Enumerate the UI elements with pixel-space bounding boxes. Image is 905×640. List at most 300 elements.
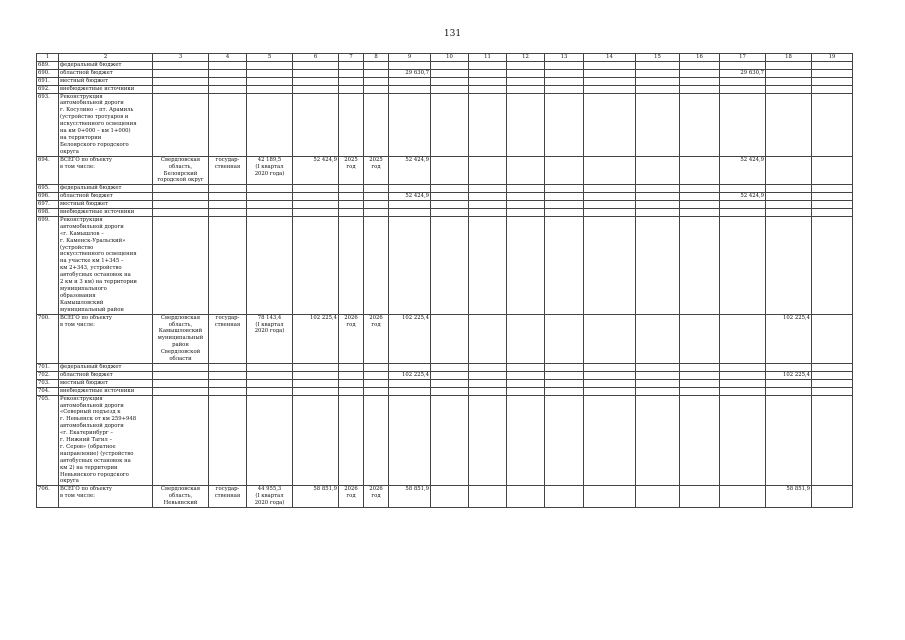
table-cell [389, 209, 431, 217]
table-cell [636, 209, 680, 217]
table-cell: 52 424,9 [720, 193, 766, 201]
table-cell [431, 379, 469, 387]
table-row [37, 379, 853, 387]
table-cell [636, 379, 680, 387]
table-cell [339, 363, 364, 371]
table-cell: Свердловская область, Камышловский муниципальный район Свердловской области [153, 314, 209, 363]
table-cell [293, 61, 339, 69]
table-cell [507, 156, 545, 185]
table-cell: 694. [37, 156, 59, 185]
table-row [37, 156, 853, 185]
table-cell: 693. [37, 93, 59, 156]
table-cell [507, 77, 545, 85]
table-cell: 102 225,4 [389, 314, 431, 363]
table-cell [209, 387, 247, 395]
table-cell [545, 85, 584, 93]
table-cell [584, 185, 636, 193]
table-cell [812, 216, 853, 314]
table-row [37, 201, 853, 209]
table-cell [636, 395, 680, 486]
table-cell: 29 630,7 [389, 69, 431, 77]
column-header: 17 [720, 54, 766, 62]
table-row [37, 216, 853, 314]
column-header: 13 [545, 54, 584, 62]
table-cell: 42 189,5 (I квартал 2020 года) [247, 156, 293, 185]
table-cell [293, 387, 339, 395]
table-cell: 699. [37, 216, 59, 314]
table-cell: ВСЕГО по объекту в том числе: [59, 486, 153, 508]
table-cell [812, 363, 853, 371]
table-cell [469, 77, 507, 85]
table-cell [469, 69, 507, 77]
table-cell [364, 93, 389, 156]
table-cell [247, 363, 293, 371]
table-cell [293, 379, 339, 387]
table-cell [680, 185, 720, 193]
table-cell: местный бюджет [59, 77, 153, 85]
table-cell [636, 387, 680, 395]
table-cell [584, 314, 636, 363]
table-cell [339, 387, 364, 395]
column-header: 15 [636, 54, 680, 62]
table-cell [507, 193, 545, 201]
table-cell [431, 85, 469, 93]
column-header: 1 [37, 54, 59, 62]
table-cell [545, 379, 584, 387]
table-cell [584, 371, 636, 379]
table-cell [364, 209, 389, 217]
table-cell: ВСЕГО по объекту в том числе: [59, 314, 153, 363]
table-cell [507, 371, 545, 379]
table-cell: 691. [37, 77, 59, 85]
table-cell: внебюджетные источники [59, 387, 153, 395]
table-cell [431, 193, 469, 201]
table-cell [636, 156, 680, 185]
table-cell [507, 61, 545, 69]
table-cell [766, 387, 812, 395]
table-cell [680, 85, 720, 93]
table-cell [153, 93, 209, 156]
table-cell [339, 93, 364, 156]
table-cell [680, 314, 720, 363]
table-cell [680, 61, 720, 69]
table-cell: 52 424,9 [720, 156, 766, 185]
table-cell [507, 201, 545, 209]
table-cell [680, 69, 720, 77]
table-cell: 704. [37, 387, 59, 395]
table-cell [545, 216, 584, 314]
table-cell [636, 216, 680, 314]
table-cell: 78 143,4 (I квартал 2020 года) [247, 314, 293, 363]
table-cell: 702. [37, 371, 59, 379]
table-cell [209, 185, 247, 193]
table-cell [431, 93, 469, 156]
table-cell [431, 486, 469, 508]
table-cell [293, 363, 339, 371]
table-cell: Свердловская область, Белоярский городской округ [153, 156, 209, 185]
table-cell: 2026 год [364, 314, 389, 363]
table-cell [507, 486, 545, 508]
table-cell [293, 371, 339, 379]
table-cell [812, 93, 853, 156]
table-cell [364, 77, 389, 85]
table-cell [209, 77, 247, 85]
table-cell [293, 193, 339, 201]
table-cell [209, 209, 247, 217]
table-cell [545, 185, 584, 193]
table-cell [153, 216, 209, 314]
table-cell [247, 387, 293, 395]
table-cell [293, 93, 339, 156]
table-cell [469, 61, 507, 69]
table-cell [431, 77, 469, 85]
table-cell [431, 216, 469, 314]
table-cell [364, 387, 389, 395]
table-cell [389, 201, 431, 209]
table-cell: 58 851,9 [389, 486, 431, 508]
table-cell [720, 314, 766, 363]
table-cell [469, 395, 507, 486]
table-cell [153, 379, 209, 387]
table-cell [720, 61, 766, 69]
table-cell [469, 201, 507, 209]
table-cell [339, 395, 364, 486]
table-cell [247, 77, 293, 85]
table-cell [153, 185, 209, 193]
table-cell [153, 209, 209, 217]
table-cell: 690. [37, 69, 59, 77]
header-row [37, 54, 853, 62]
column-header: 10 [431, 54, 469, 62]
table-cell [469, 93, 507, 156]
table-cell [209, 61, 247, 69]
table-cell [812, 77, 853, 85]
table-cell [812, 379, 853, 387]
table-cell [364, 61, 389, 69]
table-cell [247, 185, 293, 193]
page-number: 131 [443, 29, 462, 39]
table-cell [584, 69, 636, 77]
table-cell [720, 93, 766, 156]
table-cell: 2025 год [339, 156, 364, 185]
table-cell [247, 216, 293, 314]
table-cell [636, 314, 680, 363]
table-cell [153, 395, 209, 486]
table-cell [469, 193, 507, 201]
table-cell [209, 201, 247, 209]
table-cell: областной бюджет [59, 371, 153, 379]
table-cell [720, 201, 766, 209]
table-cell [507, 93, 545, 156]
table-cell [469, 314, 507, 363]
table-cell [247, 61, 293, 69]
table-cell [636, 69, 680, 77]
table-cell [766, 209, 812, 217]
column-header: 12 [507, 54, 545, 62]
table-cell [545, 77, 584, 85]
table-cell: ВСЕГО по объекту в том числе: [59, 156, 153, 185]
table-cell: областной бюджет [59, 193, 153, 201]
table-cell [339, 216, 364, 314]
table-cell [339, 61, 364, 69]
table-cell [469, 156, 507, 185]
table-cell [545, 363, 584, 371]
table-cell [680, 395, 720, 486]
table-cell [507, 314, 545, 363]
table-cell [766, 193, 812, 201]
table-cell [364, 363, 389, 371]
table-cell [812, 371, 853, 379]
table-cell [680, 93, 720, 156]
table-cell: государ- ственная [209, 486, 247, 508]
table-cell: государ- ственная [209, 314, 247, 363]
table-cell: местный бюджет [59, 379, 153, 387]
table-cell [153, 85, 209, 93]
table-cell [247, 93, 293, 156]
table-cell [469, 216, 507, 314]
table-cell [247, 379, 293, 387]
table-cell [680, 363, 720, 371]
table-cell: внебюджетные источники [59, 85, 153, 93]
table-cell: 52 424,9 [389, 193, 431, 201]
table-row [37, 185, 853, 193]
table-cell [545, 209, 584, 217]
table-cell: 696. [37, 193, 59, 201]
table-cell [584, 209, 636, 217]
table-cell [636, 85, 680, 93]
table-cell: Свердловская область, Невьянский [153, 486, 209, 508]
table-cell [389, 387, 431, 395]
table-cell [209, 193, 247, 201]
table-cell [812, 314, 853, 363]
table-cell [584, 93, 636, 156]
table-cell [364, 201, 389, 209]
table-cell: внебюджетные источники [59, 209, 153, 217]
table-cell: областной бюджет [59, 69, 153, 77]
table-cell [247, 193, 293, 201]
table-cell: местный бюджет [59, 201, 153, 209]
table-cell [153, 201, 209, 209]
table-cell [364, 379, 389, 387]
table-cell: 52 424,9 [389, 156, 431, 185]
table-cell [584, 156, 636, 185]
table-cell: 695. [37, 185, 59, 193]
table-cell [389, 216, 431, 314]
table-cell [680, 77, 720, 85]
table-row [37, 193, 853, 201]
table-cell [293, 395, 339, 486]
table-cell [389, 93, 431, 156]
table-cell: 697. [37, 201, 59, 209]
table-cell [339, 77, 364, 85]
table-cell [584, 387, 636, 395]
table-cell [293, 209, 339, 217]
column-header: 8 [364, 54, 389, 62]
table-cell [153, 371, 209, 379]
table-cell [766, 201, 812, 209]
table-cell [339, 201, 364, 209]
table-cell [153, 77, 209, 85]
table-cell [636, 61, 680, 69]
table-cell [812, 156, 853, 185]
table-cell [339, 185, 364, 193]
column-header: 6 [293, 54, 339, 62]
table-cell [364, 69, 389, 77]
table-cell [545, 314, 584, 363]
table-cell: Реконструкция автомобильной дороги «Северный подъезд к г. Невьянск от км 259+948 автомобильной дороги «г. Екатеринбург – г. Нижний Тагил – г. Серов» (обратное направление) (устройство автобусных остановок на км 2) на территории Невьянского городского округа [59, 395, 153, 486]
table-cell [636, 201, 680, 209]
table-cell [507, 209, 545, 217]
column-header: 9 [389, 54, 431, 62]
table-cell [766, 363, 812, 371]
table-cell: 700. [37, 314, 59, 363]
table-cell [469, 85, 507, 93]
table-cell: 2026 год [364, 486, 389, 508]
table-cell [584, 61, 636, 69]
table-cell [545, 156, 584, 185]
table-cell [766, 85, 812, 93]
table-cell [812, 201, 853, 209]
table-cell [584, 216, 636, 314]
table-cell [339, 193, 364, 201]
table-cell [766, 77, 812, 85]
column-header: 5 [247, 54, 293, 62]
table-cell [720, 185, 766, 193]
table-cell [545, 201, 584, 209]
table-cell [545, 395, 584, 486]
table-cell [339, 85, 364, 93]
table-cell [247, 69, 293, 77]
table-cell [680, 209, 720, 217]
table-row [37, 395, 853, 486]
table-row [37, 61, 853, 69]
column-header: 3 [153, 54, 209, 62]
table-cell: 706. [37, 486, 59, 508]
table-cell [431, 371, 469, 379]
table-cell [431, 61, 469, 69]
table-cell: 692. [37, 85, 59, 93]
table-cell [584, 379, 636, 387]
column-header: 7 [339, 54, 364, 62]
table-cell [636, 93, 680, 156]
table-cell [812, 61, 853, 69]
table-cell [720, 395, 766, 486]
table-cell [339, 371, 364, 379]
table-cell [364, 185, 389, 193]
table-cell [766, 61, 812, 69]
table-cell [680, 193, 720, 201]
table-cell [545, 371, 584, 379]
table-row [37, 486, 853, 508]
table-cell [209, 216, 247, 314]
table-cell [293, 77, 339, 85]
column-header: 18 [766, 54, 812, 62]
table-cell [680, 201, 720, 209]
table-cell [636, 371, 680, 379]
table-row [37, 314, 853, 363]
table-cell [293, 69, 339, 77]
table-cell [507, 216, 545, 314]
column-header: 19 [812, 54, 853, 62]
table-cell [680, 371, 720, 379]
table-cell [545, 69, 584, 77]
table-cell: 58 851,9 [766, 486, 812, 508]
table-cell [766, 379, 812, 387]
table-cell [766, 395, 812, 486]
table-row [37, 69, 853, 77]
table-cell [209, 85, 247, 93]
table-cell [431, 69, 469, 77]
table-cell: 102 225,4 [293, 314, 339, 363]
table-cell [247, 209, 293, 217]
table-cell [469, 387, 507, 395]
table-cell [812, 486, 853, 508]
table-cell [584, 77, 636, 85]
table-cell: 58 851,9 [293, 486, 339, 508]
table-cell [364, 85, 389, 93]
table-row [37, 209, 853, 217]
table-cell [545, 387, 584, 395]
table-cell [469, 371, 507, 379]
table-cell [766, 69, 812, 77]
column-header: 11 [469, 54, 507, 62]
table-cell [364, 216, 389, 314]
column-header: 16 [680, 54, 720, 62]
table-cell [545, 193, 584, 201]
table-cell [339, 69, 364, 77]
table-cell [293, 185, 339, 193]
table-cell [469, 486, 507, 508]
table-cell: 2025 год [364, 156, 389, 185]
table-cell [584, 201, 636, 209]
table-cell: федеральный бюджет [59, 61, 153, 69]
table-cell [636, 77, 680, 85]
table-cell [209, 395, 247, 486]
table-cell [680, 387, 720, 395]
table-row [37, 371, 853, 379]
table-cell [720, 379, 766, 387]
table-cell [812, 209, 853, 217]
table-cell [766, 156, 812, 185]
table-cell [469, 209, 507, 217]
table-cell: 102 225,4 [766, 371, 812, 379]
table-cell [812, 193, 853, 201]
table-cell [431, 201, 469, 209]
table-cell [431, 314, 469, 363]
table-cell [812, 395, 853, 486]
table-cell [720, 85, 766, 93]
table-cell [209, 93, 247, 156]
table-cell [247, 371, 293, 379]
table-cell [636, 486, 680, 508]
table-cell [389, 363, 431, 371]
table-cell [584, 395, 636, 486]
table-cell [431, 387, 469, 395]
table-cell [812, 69, 853, 77]
table-cell [293, 85, 339, 93]
table-cell [153, 363, 209, 371]
table-cell [720, 371, 766, 379]
table-cell [507, 185, 545, 193]
table-cell [720, 363, 766, 371]
table-cell [507, 395, 545, 486]
table-cell [247, 85, 293, 93]
table-cell [636, 363, 680, 371]
table-cell [469, 185, 507, 193]
table-cell [389, 85, 431, 93]
table-cell [389, 61, 431, 69]
table-cell [209, 363, 247, 371]
